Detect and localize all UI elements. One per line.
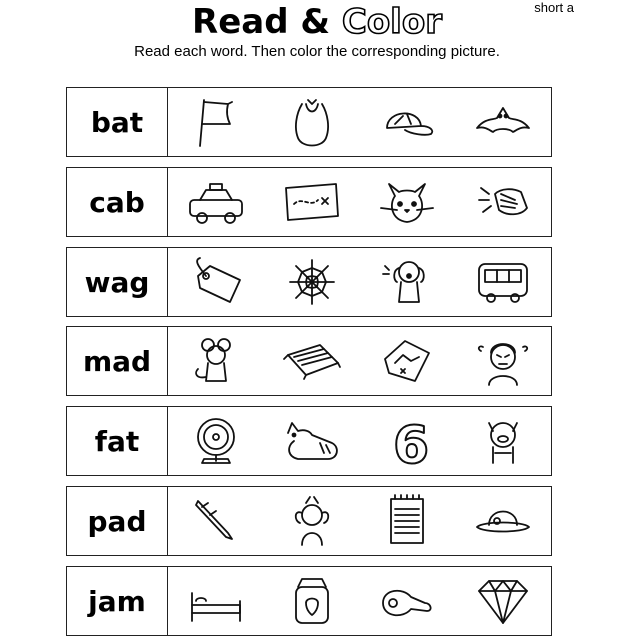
picture-group bbox=[168, 168, 551, 236]
cat-icon[interactable] bbox=[372, 172, 442, 232]
word-cell bbox=[67, 88, 168, 156]
word-label: bat bbox=[90, 105, 144, 139]
picture-group bbox=[168, 327, 551, 395]
bed-icon[interactable] bbox=[181, 571, 251, 631]
bus-icon[interactable] bbox=[468, 252, 538, 312]
map-icon[interactable] bbox=[372, 331, 442, 391]
angry-boy-icon[interactable] bbox=[468, 331, 538, 391]
dog-icon[interactable] bbox=[372, 252, 442, 312]
word-row-bat bbox=[66, 87, 552, 157]
treasure-map-icon[interactable] bbox=[277, 172, 347, 232]
picture-group bbox=[168, 248, 551, 316]
number-six-icon[interactable] bbox=[372, 411, 442, 476]
flag-icon[interactable] bbox=[181, 92, 251, 152]
rug-icon[interactable] bbox=[277, 331, 347, 391]
word-label: pad bbox=[87, 504, 147, 538]
diamond-icon[interactable] bbox=[468, 571, 538, 631]
page-title bbox=[0, 2, 634, 42]
word-cell bbox=[67, 407, 168, 475]
ham-icon[interactable] bbox=[372, 571, 442, 631]
girl-icon[interactable] bbox=[277, 491, 347, 551]
pen-icon[interactable] bbox=[181, 491, 251, 551]
picture-group bbox=[168, 88, 551, 156]
word-row-cab bbox=[66, 167, 552, 237]
fan-icon[interactable] bbox=[181, 411, 251, 471]
taxi-icon[interactable] bbox=[181, 172, 251, 232]
word-cell bbox=[67, 327, 168, 395]
word-cell bbox=[67, 487, 168, 555]
word-row-wag bbox=[66, 247, 552, 317]
cap-icon[interactable] bbox=[372, 92, 442, 152]
word-cell bbox=[67, 168, 168, 236]
svg-text:6: 6 bbox=[393, 416, 430, 476]
word-row-jam bbox=[66, 566, 552, 636]
notepad-icon[interactable] bbox=[372, 491, 442, 551]
word-row-fat bbox=[66, 406, 552, 476]
word-row-mad bbox=[66, 326, 552, 396]
title-part-1: Read & bbox=[192, 2, 342, 42]
cat-lying-icon[interactable] bbox=[277, 411, 347, 471]
hat-icon[interactable] bbox=[468, 491, 538, 551]
clapping-hands-icon[interactable] bbox=[468, 172, 538, 232]
word-cell bbox=[67, 248, 168, 316]
instructions: Read each word. Then color the corresponding picture. bbox=[134, 43, 500, 60]
word-label: cab bbox=[89, 185, 145, 219]
bat-icon[interactable] bbox=[468, 92, 538, 152]
word-label: jam bbox=[88, 584, 146, 618]
word-label: wag bbox=[84, 265, 150, 299]
picture-group bbox=[168, 567, 551, 635]
word-row-pad bbox=[66, 486, 552, 556]
spider-web-icon[interactable] bbox=[277, 252, 347, 312]
bib-icon[interactable] bbox=[277, 92, 347, 152]
picture-group bbox=[168, 407, 551, 475]
corner-label: short a bbox=[534, 0, 574, 15]
mouse-icon[interactable] bbox=[181, 331, 251, 391]
tag-icon[interactable] bbox=[181, 252, 251, 312]
word-label: mad bbox=[82, 344, 152, 378]
jam-jar-icon[interactable] bbox=[277, 571, 347, 631]
word-cell bbox=[67, 567, 168, 635]
picture-group bbox=[168, 487, 551, 555]
title-part-2: Color bbox=[341, 2, 442, 42]
word-label: fat bbox=[94, 424, 140, 458]
pig-icon[interactable] bbox=[468, 411, 538, 471]
